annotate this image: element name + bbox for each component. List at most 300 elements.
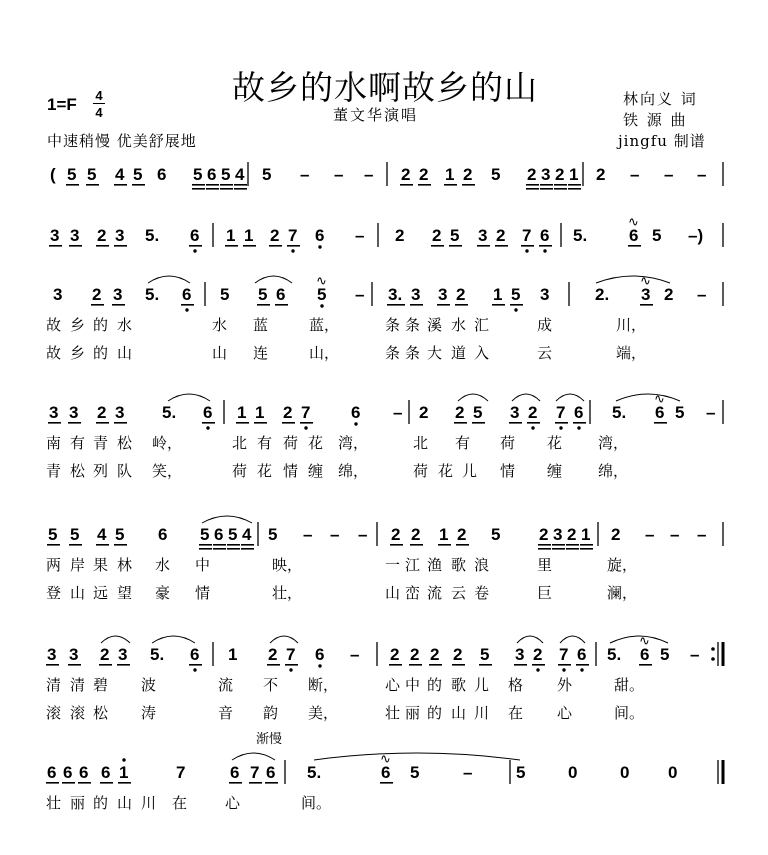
note: 1 (119, 763, 129, 782)
slur-arc (152, 636, 195, 643)
lyric-word: 浪 (474, 556, 490, 574)
lyric-word: 水 (117, 316, 133, 334)
lyric-word: 笑， (152, 462, 183, 480)
note: 1 (237, 403, 247, 422)
slur-arc (512, 394, 540, 401)
beam-line (492, 304, 505, 306)
time-signature-top: 4 (95, 88, 103, 103)
slur-arc (101, 636, 130, 643)
note: – (664, 165, 674, 184)
lyric-word: 格 (508, 676, 524, 694)
lyric-word: 涛 (141, 704, 157, 722)
lyric-word: 山 (451, 704, 467, 722)
lyric-word: 不 (263, 676, 279, 694)
note: 3 (540, 285, 550, 304)
lyric-word: 在 (172, 794, 188, 812)
slur-arc (168, 394, 210, 401)
lyric-word: 绵， (338, 462, 369, 480)
note: 5. (573, 226, 588, 245)
note: – (393, 403, 403, 422)
note: 3 (113, 285, 123, 304)
lyric-word: 云 (537, 344, 553, 362)
note: – (463, 763, 473, 782)
beam-line (566, 548, 579, 550)
lyric-word: 入 (474, 344, 490, 362)
lyric-word: 岸 (70, 556, 86, 574)
beam-line (410, 544, 423, 546)
beam-line (566, 544, 579, 546)
beam-line (509, 422, 522, 424)
low-octave-dot (320, 304, 323, 307)
beam-line (100, 782, 113, 784)
lyric-word: 乡 (70, 316, 86, 334)
note: – (697, 525, 707, 544)
lyric-word: 川 (141, 794, 157, 812)
beam-line (99, 664, 112, 666)
beam-line (241, 548, 254, 550)
beam-line (91, 304, 104, 306)
time-signature-bottom: 4 (95, 105, 103, 120)
note: 2 (457, 525, 467, 544)
lyric-word: 的 (93, 344, 109, 362)
beam-line (552, 548, 565, 550)
note: 2 (270, 226, 280, 245)
beam-line (47, 544, 60, 546)
beam-line (526, 188, 539, 190)
slur-arc (270, 636, 298, 643)
note: – (350, 645, 360, 664)
lyric-word: 歌 (451, 676, 467, 694)
trill-mark: ∿ (654, 392, 665, 407)
lyric-word: 滚 (46, 704, 62, 722)
beam-line (249, 782, 262, 784)
tempo-marking: 中速稍慢 优美舒展地 (47, 132, 197, 150)
lyric-word: 水 (451, 316, 467, 334)
beam-line (479, 664, 492, 666)
note: 6 (207, 165, 217, 184)
beam-line (229, 782, 242, 784)
note: 1 (226, 226, 236, 245)
beam-line (265, 782, 278, 784)
note: 4 (242, 525, 252, 544)
lyric-word: 湾， (598, 434, 629, 452)
lyric-word: 川 (474, 704, 490, 722)
note: 5 (660, 645, 670, 664)
note: 5 (450, 226, 460, 245)
lyric-word: 一 (385, 556, 401, 574)
note: 3 (115, 403, 125, 422)
lyric-word: 连 (253, 344, 269, 362)
lyric-word: 望 (117, 584, 133, 602)
note: 3 (641, 285, 651, 304)
note: ( (50, 165, 56, 184)
lyric-word: 花 (547, 434, 563, 452)
beam-line (400, 184, 413, 186)
lyric-word: 有 (70, 434, 86, 452)
note: 6 (63, 763, 73, 782)
note: 2 (664, 285, 674, 304)
beam-line (46, 782, 59, 784)
lyric-word: 缠 (308, 462, 324, 480)
trill-mark: ∿ (640, 274, 651, 289)
beam-line (78, 782, 91, 784)
slur-arc (148, 276, 190, 283)
beam-line (118, 782, 131, 784)
low-octave-dot (304, 426, 307, 429)
note: 5 (652, 226, 662, 245)
low-octave-dot (193, 249, 196, 252)
beam-line (455, 304, 468, 306)
note: 5 (511, 285, 521, 304)
beam-line (532, 664, 545, 666)
note: – (330, 525, 340, 544)
beam-line (514, 664, 527, 666)
lyric-word: 滚 (70, 704, 86, 722)
beam-line (206, 188, 219, 190)
beam-line (69, 245, 82, 247)
note: 2 (92, 285, 102, 304)
note: 1 (569, 165, 579, 184)
note: 2 (455, 403, 465, 422)
low-octave-dot (206, 426, 209, 429)
lyric-word: 成 (537, 316, 553, 334)
note: 2 (391, 525, 401, 544)
note: 5 (200, 525, 210, 544)
lyric-word: 花 (308, 434, 324, 452)
note: 5 (268, 525, 278, 544)
note: 6 (540, 226, 550, 245)
note: – (690, 645, 700, 664)
note: 5 (133, 165, 143, 184)
beam-line (462, 184, 475, 186)
note: 6 (266, 763, 276, 782)
lyric-word: 心 (557, 704, 573, 722)
note: 6 (351, 403, 361, 422)
note: 5 (70, 525, 80, 544)
beam-line (438, 544, 451, 546)
beam-line (431, 245, 444, 247)
lyric-word: 山 (70, 584, 86, 602)
trill-mark: ∿ (380, 752, 391, 767)
lyric-word: 乡 (70, 344, 86, 362)
lyric-word: 青 (46, 462, 62, 480)
beam-line (521, 245, 534, 247)
note: – (358, 525, 368, 544)
trill-mark: ∿ (639, 634, 650, 649)
beam-line (409, 664, 422, 666)
note: – (630, 165, 640, 184)
note: 5. (145, 285, 160, 304)
low-octave-dot (514, 308, 517, 311)
lyric-word: 壮， (272, 584, 303, 602)
lyric-word: 故 (46, 316, 62, 334)
beam-line (254, 422, 267, 424)
note: 2 (496, 226, 506, 245)
beam-line (540, 188, 553, 190)
lyric-word: 丽 (70, 794, 86, 812)
beam-line (117, 664, 130, 666)
note: 1 (493, 285, 503, 304)
beam-line (580, 548, 593, 550)
beam-line (538, 548, 551, 550)
beam-line (640, 304, 653, 306)
lyric-word: 条 (405, 316, 421, 334)
note: 4 (235, 165, 245, 184)
note: 3 (553, 525, 563, 544)
beam-line (132, 184, 145, 186)
beam-line (538, 544, 551, 546)
beam-line (213, 548, 226, 550)
note: 6 (214, 525, 224, 544)
note: 5 (491, 525, 501, 544)
beam-line (576, 664, 589, 666)
slur-arc (314, 753, 520, 760)
low-octave-dot (289, 668, 292, 671)
note: 2 (100, 645, 110, 664)
note: 2 (527, 165, 537, 184)
lyric-word: 北 (232, 434, 248, 452)
lyric-word: 渔 (427, 556, 443, 574)
lyric-word: 清 (46, 676, 62, 694)
beam-line (243, 245, 256, 247)
lyric-word: 川， (616, 316, 647, 334)
note: 5. (607, 645, 622, 664)
lyric-word: 卷 (474, 584, 490, 602)
beam-line (189, 245, 202, 247)
note: 6 (629, 226, 639, 245)
note: 6 (79, 763, 89, 782)
note: 2 (430, 645, 440, 664)
low-octave-dot (525, 249, 528, 252)
lyric-word: 条 (385, 316, 401, 334)
note: 2 (268, 645, 278, 664)
note: 6 (276, 285, 286, 304)
lyric-word: 远 (93, 584, 109, 602)
slur-arc (202, 516, 252, 523)
note: 3 (47, 645, 57, 664)
beam-line (285, 664, 298, 666)
note: 3. (388, 285, 403, 304)
lyric-word: 大 (427, 344, 443, 362)
beam-line (477, 245, 490, 247)
low-octave-dot (354, 422, 357, 425)
note: 7 (250, 763, 260, 782)
lyric-word: 中 (195, 556, 211, 574)
lyric-word: 巨 (537, 584, 553, 602)
note: – (355, 285, 365, 304)
lyric-word: 荷 (232, 462, 248, 480)
beam-line (225, 245, 238, 247)
beam-line (227, 544, 240, 546)
note: 6 (640, 645, 650, 664)
lyric-word: 美， (308, 704, 339, 722)
note: 6 (381, 763, 391, 782)
lyric-word: 云 (451, 584, 467, 602)
beam-line (192, 188, 205, 190)
note: 2 (453, 645, 463, 664)
beam-line (573, 422, 586, 424)
note: 7 (288, 226, 298, 245)
beam-line (552, 544, 565, 546)
lyric-word: 松 (70, 462, 86, 480)
beam-line (495, 245, 508, 247)
lyric-word: 的 (93, 794, 109, 812)
beam-line (454, 422, 467, 424)
note: 1 (439, 525, 449, 544)
lyric-word: 流 (427, 584, 443, 602)
lyric-word: 情 (195, 584, 211, 602)
note: 2 (456, 285, 466, 304)
beam-line (510, 304, 523, 306)
slur-arc (596, 276, 670, 283)
beam-line (241, 544, 254, 546)
beam-line (199, 548, 212, 550)
note: 6 (577, 645, 587, 664)
lyric-word: 队 (117, 462, 133, 480)
lyric-word: 心 (385, 676, 401, 694)
note: – (364, 165, 374, 184)
lyric-word: 南 (46, 434, 62, 452)
note: 6 (158, 525, 168, 544)
beam-line (282, 422, 295, 424)
note: 5 (87, 165, 97, 184)
note: 0 (668, 763, 678, 782)
lyric-word: 映， (272, 556, 303, 574)
beam-line (387, 304, 405, 306)
lyric-word: 水 (212, 316, 228, 334)
lyric-word: 有 (455, 434, 471, 452)
lyric-word: 中 (405, 676, 421, 694)
beam-line (300, 422, 313, 424)
lyric-word: 两 (46, 556, 62, 574)
note: 7 (286, 645, 296, 664)
lyric-word: 豪 (155, 584, 171, 602)
beam-line (639, 664, 652, 666)
beam-line (558, 664, 571, 666)
note: 6 (101, 763, 111, 782)
repeat-dot (711, 657, 715, 661)
note: – (303, 525, 313, 544)
low-octave-dot (580, 668, 583, 671)
note: 3 (478, 226, 488, 245)
note: – (697, 165, 707, 184)
key-signature: 1=F (47, 95, 77, 114)
low-octave-dot (291, 249, 294, 252)
note: 2 (463, 165, 473, 184)
note: 1 (228, 645, 238, 664)
beam-line (227, 548, 240, 550)
beam-line (380, 782, 393, 784)
note: – (355, 226, 365, 245)
beam-line (389, 664, 402, 666)
low-octave-dot (562, 668, 565, 671)
lyric-word: 水 (155, 556, 171, 574)
lyric-word: 心 (225, 794, 241, 812)
note: 3 (541, 165, 551, 184)
repeat-dot (711, 647, 715, 651)
lyric-word: 岭， (152, 434, 183, 452)
slur-arc (232, 753, 275, 760)
lyric-word: 甜。 (614, 676, 645, 694)
note: 2 (567, 525, 577, 544)
beam-line (96, 422, 109, 424)
lyric-word: 间。 (614, 704, 645, 722)
lyric-word: 列 (93, 462, 109, 480)
lyric-word: 流 (218, 676, 234, 694)
note: 7 (559, 645, 569, 664)
low-octave-dot (577, 426, 580, 429)
lyric-word: 壮 (385, 704, 401, 722)
note: 2 (419, 403, 429, 422)
note: 3 (515, 645, 525, 664)
lyric-word: 的 (427, 676, 443, 694)
beam-line (192, 184, 205, 186)
beam-line (568, 188, 581, 190)
lyric-word: 绵， (598, 462, 629, 480)
note: 0 (568, 763, 578, 782)
lyric-word: 林 (117, 556, 133, 574)
slur-arc (556, 394, 584, 401)
high-octave-dot (122, 758, 125, 761)
lyric-word: 里 (537, 556, 553, 574)
note: 6 (655, 403, 665, 422)
beam-line (449, 245, 462, 247)
note: 6 (315, 645, 325, 664)
note: 2 (611, 525, 621, 544)
slur-arc (458, 394, 488, 401)
beam-line (189, 664, 202, 666)
note: 2 (533, 645, 543, 664)
lyric-word: 波 (141, 676, 157, 694)
beam-line (437, 304, 450, 306)
lyric-word: 故 (46, 344, 62, 362)
lyric-word: 音 (218, 704, 234, 722)
lyric-word: 蓝 (253, 316, 269, 334)
note: 2 (97, 226, 107, 245)
composer-credit: 铁 源 曲 (623, 111, 688, 129)
note: 5 (516, 763, 526, 782)
note: 5 (491, 165, 501, 184)
lyric-word: 碧 (93, 676, 109, 694)
lyric-word: 峦 (405, 584, 421, 602)
note: – (706, 403, 716, 422)
note: 5 (675, 403, 685, 422)
note: –) (688, 226, 704, 245)
note: – (645, 525, 655, 544)
beam-line (112, 304, 125, 306)
note: 5. (145, 226, 160, 245)
note: 6 (574, 403, 584, 422)
low-octave-dot (559, 426, 562, 429)
lyric-word: 山 (117, 344, 133, 362)
beam-line (236, 422, 249, 424)
note: 5 (258, 285, 268, 304)
note: 2 (390, 645, 400, 664)
note: 2 (395, 226, 405, 245)
slur-arc (517, 636, 543, 643)
lyric-word: 山 (212, 344, 228, 362)
beam-line (96, 245, 109, 247)
beam-line (114, 245, 127, 247)
note: 1 (255, 403, 265, 422)
lyric-word: 丽 (405, 704, 421, 722)
beam-line (257, 304, 270, 306)
beam-line (267, 664, 280, 666)
lyric-word: 青 (93, 434, 109, 452)
beam-line (69, 544, 82, 546)
lyric-word: 登 (46, 584, 62, 602)
note: 4 (97, 525, 107, 544)
